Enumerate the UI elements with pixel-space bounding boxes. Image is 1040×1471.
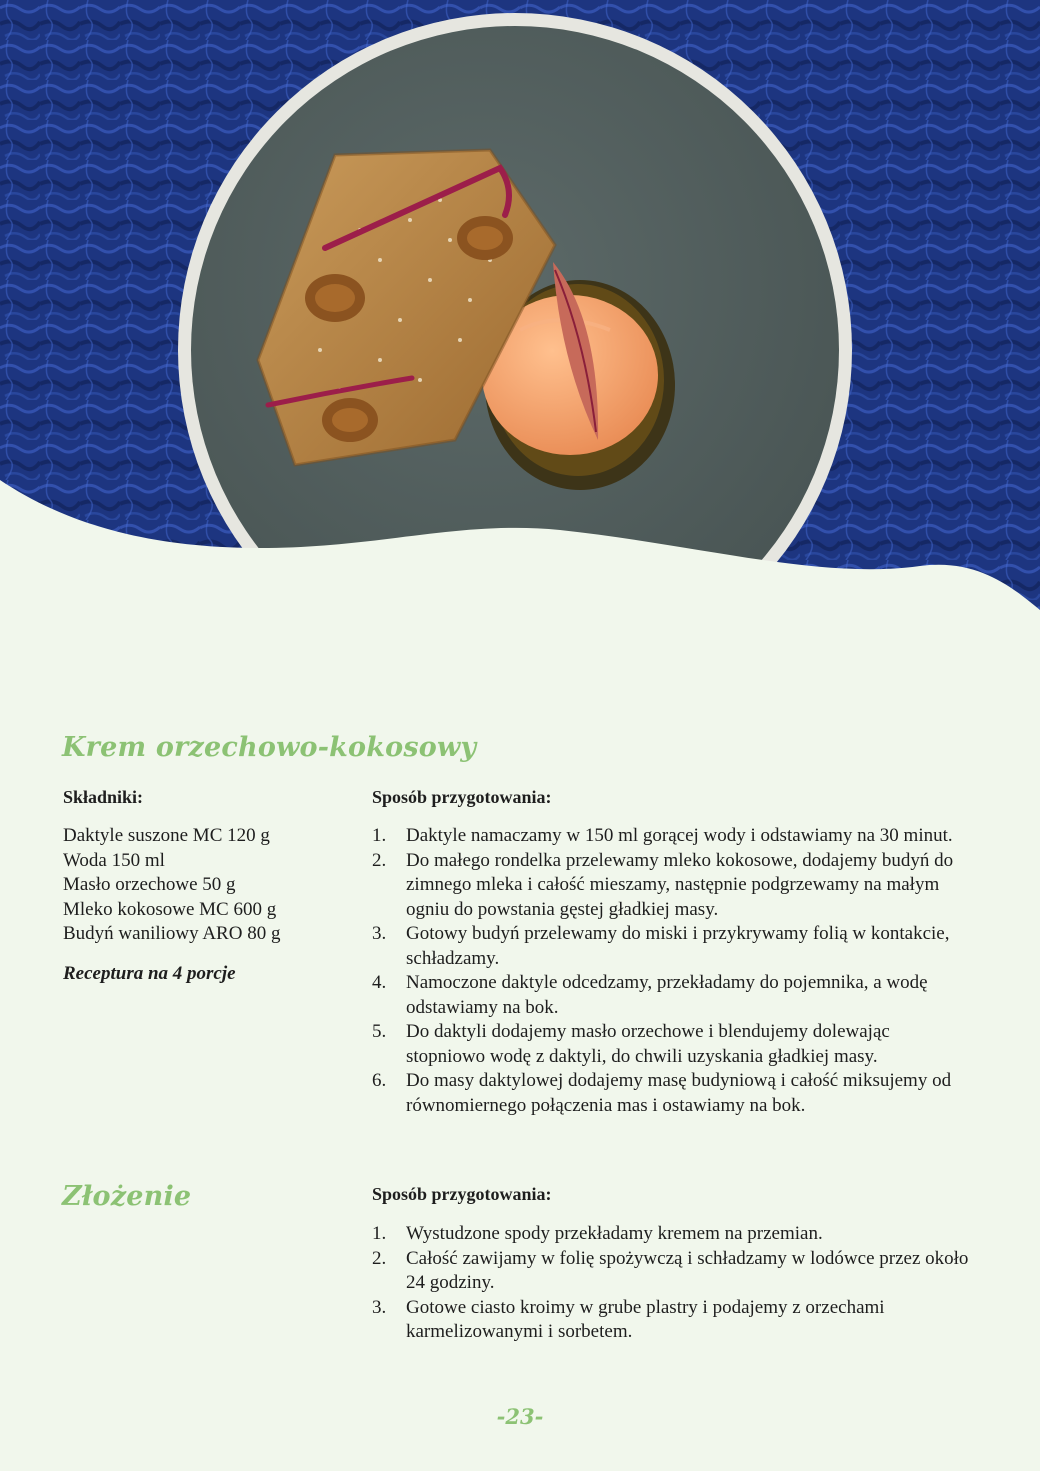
method-step	[372, 824, 972, 849]
ingredients-heading: Składniki:	[63, 787, 144, 807]
step-number: 1.	[372, 1223, 387, 1244]
dessert-photo	[0, 0, 1040, 690]
method-step	[372, 1296, 972, 1345]
ingredient-item: Mleko kokosowe MC 600 g	[63, 898, 277, 920]
method-heading: Sposób przygotowania:	[372, 1184, 552, 1204]
method-step	[372, 922, 972, 971]
method-step	[372, 1222, 972, 1247]
method-steps	[372, 824, 972, 1118]
ingredient-item: Masło orzechowe 50 g	[63, 874, 236, 895]
step-text: Gotowe ciasto kroimy w grube plastry i podajemy z orzechami karmelizowanymi i sorbetem.	[406, 1296, 885, 1342]
step-number: 2.	[372, 849, 387, 871]
ingredient-item: Daktyle suszone MC 120 g	[63, 825, 270, 846]
method-step	[372, 1069, 972, 1118]
step-text: Wystudzone spody przekładamy kremem na przemian.	[406, 1223, 823, 1244]
step-number: 5.	[372, 1021, 387, 1042]
step-text: Do małego rondelka przelewamy mleko kokosowe, dodajemy budyń do zimnego mleka i całość mieszamy, następnie podgrzewamy na małym ogniu do powstania gęstej gładkiej masy.	[406, 849, 954, 920]
ingredient-item: Budyń waniliowy ARO 80 g	[63, 923, 281, 944]
step-number: 3.	[372, 1296, 387, 1318]
portions-note: Receptura na 4 porcje	[63, 963, 236, 984]
method-step	[372, 1020, 972, 1069]
page-number: -23-	[496, 1404, 544, 1429]
step-number: 3.	[372, 923, 387, 944]
section-title: Złożenie	[62, 1181, 192, 1212]
method-step	[372, 1247, 972, 1296]
step-text: Gotowy budyń przelewamy do miski i przykrywamy folią w kontakcie, schładzamy.	[406, 923, 950, 969]
method-step	[372, 971, 972, 1020]
section-title: Krem orzechowo-kokosowy	[62, 732, 477, 763]
step-text: Namoczone daktyle odcedzamy, przekładamy do pojemnika, a wodę odstawiamy na bok.	[406, 972, 928, 1018]
step-number: 6.	[372, 1070, 387, 1091]
step-text: Całość zawijamy w folię spożywczą i schładzamy w lodówce przez około 24 godziny.	[406, 1247, 969, 1293]
ingredient-item: Woda 150 ml	[63, 849, 165, 871]
step-number: 2.	[372, 1247, 387, 1269]
step-text: Daktyle namaczamy w 150 ml gorącej wody i odstawiamy na 30 minut.	[406, 825, 953, 846]
ingredients-list	[63, 824, 280, 947]
step-text: Do masy daktylowej dodajemy masę budyniową i całość miksujemy od równomiernego połączenia mas i ostawiamy na bok.	[406, 1070, 952, 1116]
method-steps	[372, 1222, 972, 1345]
step-number: 1.	[372, 825, 387, 846]
method-heading: Sposób przygotowania:	[372, 787, 552, 807]
step-text: Do daktyli dodajemy masło orzechowe i blendujemy dolewając stopniowo wodę z daktyli, do chwili uzyskania gładkiej masy.	[406, 1021, 890, 1067]
step-number: 4.	[372, 972, 387, 993]
method-step	[372, 849, 972, 923]
